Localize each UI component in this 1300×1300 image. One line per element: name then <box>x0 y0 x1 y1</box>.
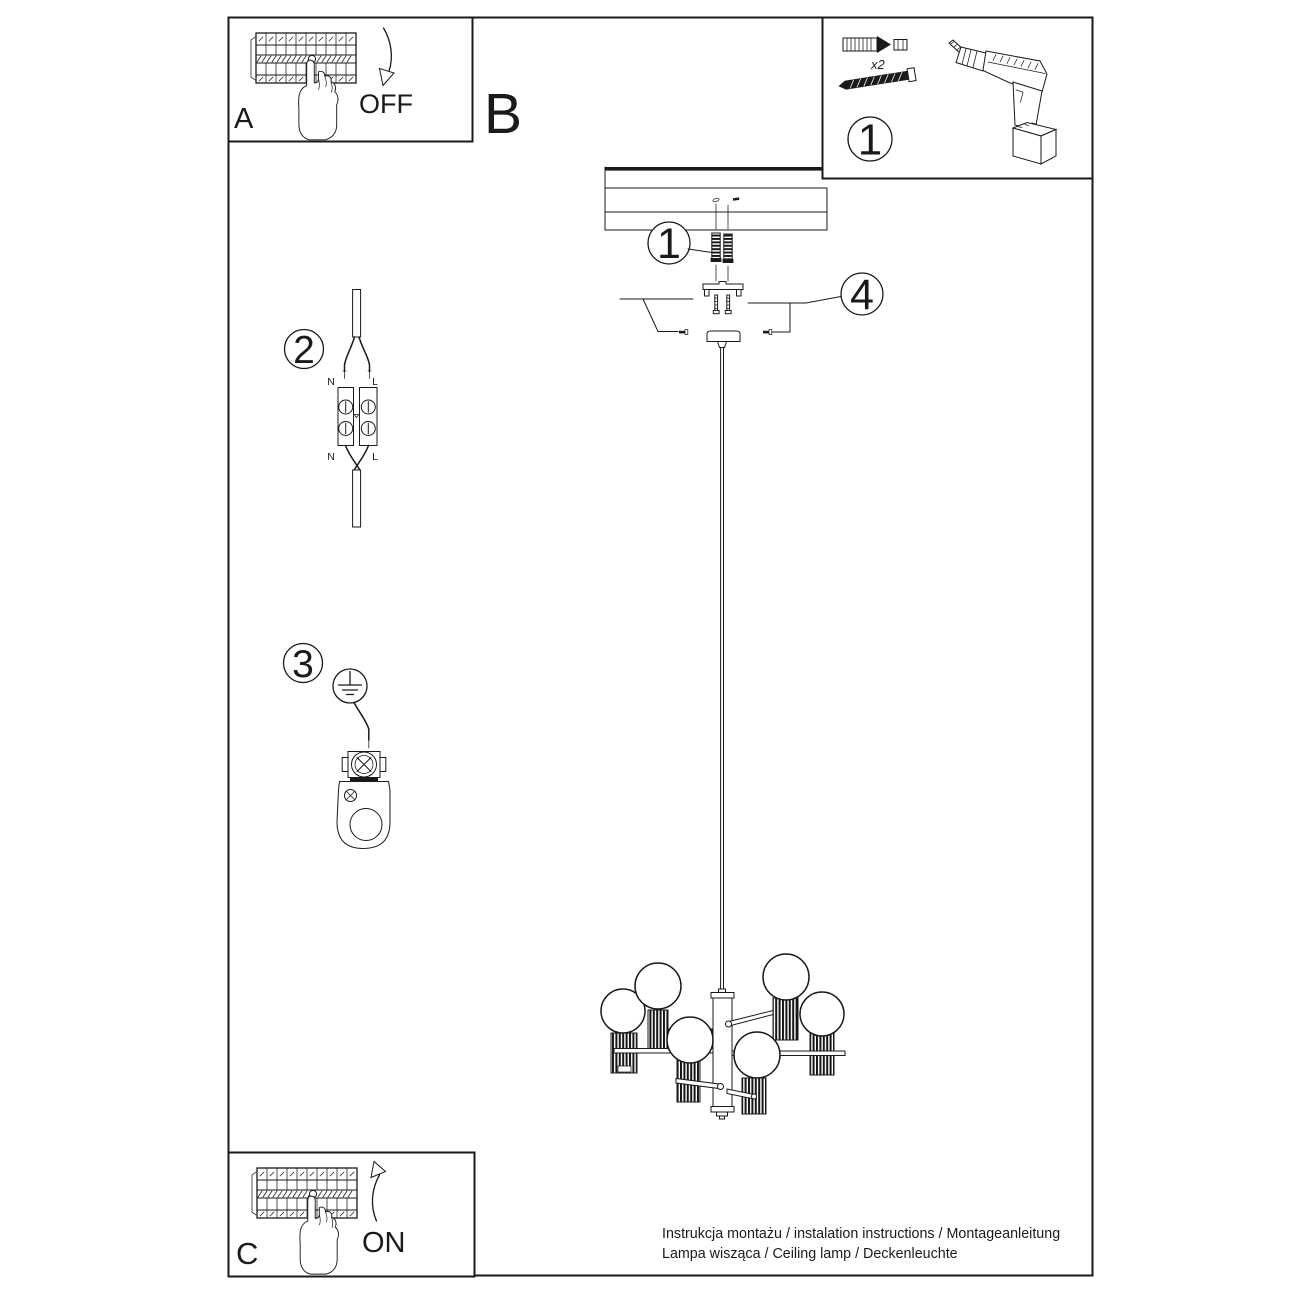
bracket-screw-right <box>725 295 731 314</box>
cable-top <box>353 290 361 338</box>
wire-l-top-label: L <box>372 376 378 388</box>
main-frame-border <box>229 18 1093 1276</box>
section-b-label: B <box>484 82 523 146</box>
mounting-bracket <box>703 282 743 290</box>
callout-bracket-number: 4 <box>850 271 874 319</box>
earth-symbol-icon <box>333 669 367 703</box>
lamp-globe <box>734 1032 780 1078</box>
callout-grounding-number: 3 <box>292 643 314 686</box>
drill-hole-left <box>712 198 719 203</box>
lamp-socket <box>773 998 798 1040</box>
wall-plug-left <box>712 233 720 259</box>
lamp-globe <box>635 963 681 1009</box>
dowels-step <box>648 220 733 281</box>
lamp-globe <box>667 1017 713 1063</box>
circuit-breaker-strip <box>252 1168 357 1218</box>
footer-line1: Instrukcja montażu / instalation instructions / Montageanleitung <box>662 1226 1061 1242</box>
wire-n-top-label: N <box>327 376 335 388</box>
wiring-step <box>285 290 379 528</box>
lamp-globe <box>800 992 844 1036</box>
cable-bottom <box>353 470 361 527</box>
ground-bracket <box>337 782 390 849</box>
callout-tools-number: 1 <box>857 115 883 165</box>
ground-wire <box>354 703 369 741</box>
drill-hole-right <box>733 197 739 200</box>
off-label: OFF <box>359 89 413 119</box>
callout-grounding <box>284 643 323 686</box>
callout-bracket <box>841 271 883 319</box>
plug-quantity-label: x2 <box>871 57 885 72</box>
terminal-block <box>338 388 377 446</box>
suspension-rod <box>721 348 724 990</box>
callout-dowels <box>648 220 712 268</box>
ground-terminal <box>342 752 386 782</box>
wall-plug-right <box>724 234 732 260</box>
screw-leader-right <box>748 297 841 335</box>
wire-n-bottom-label: N <box>327 451 335 463</box>
on-label: ON <box>362 1227 406 1259</box>
lamp-globe <box>763 954 809 1000</box>
panel-c-label: C <box>236 1236 259 1271</box>
lamp-socket <box>648 1010 668 1050</box>
panel-a-label: A <box>234 103 254 135</box>
wire-l-bottom-label: L <box>372 451 378 463</box>
callout-wiring <box>285 329 324 372</box>
bracket-step <box>620 271 883 335</box>
canopy <box>707 331 740 348</box>
ceiling-drawing <box>605 167 827 230</box>
callout-dowels-number: 1 <box>657 220 681 268</box>
footer-line2: Lampa wisząca / Ceiling lamp / Deckenleuchte <box>662 1246 958 1262</box>
screw-leader-left <box>620 299 693 335</box>
bracket-screw-left <box>713 295 719 314</box>
callout-wiring-number: 2 <box>293 329 315 372</box>
circuit-breaker-strip <box>251 33 356 83</box>
footer <box>662 1226 1060 1262</box>
grounding-step <box>284 643 391 849</box>
